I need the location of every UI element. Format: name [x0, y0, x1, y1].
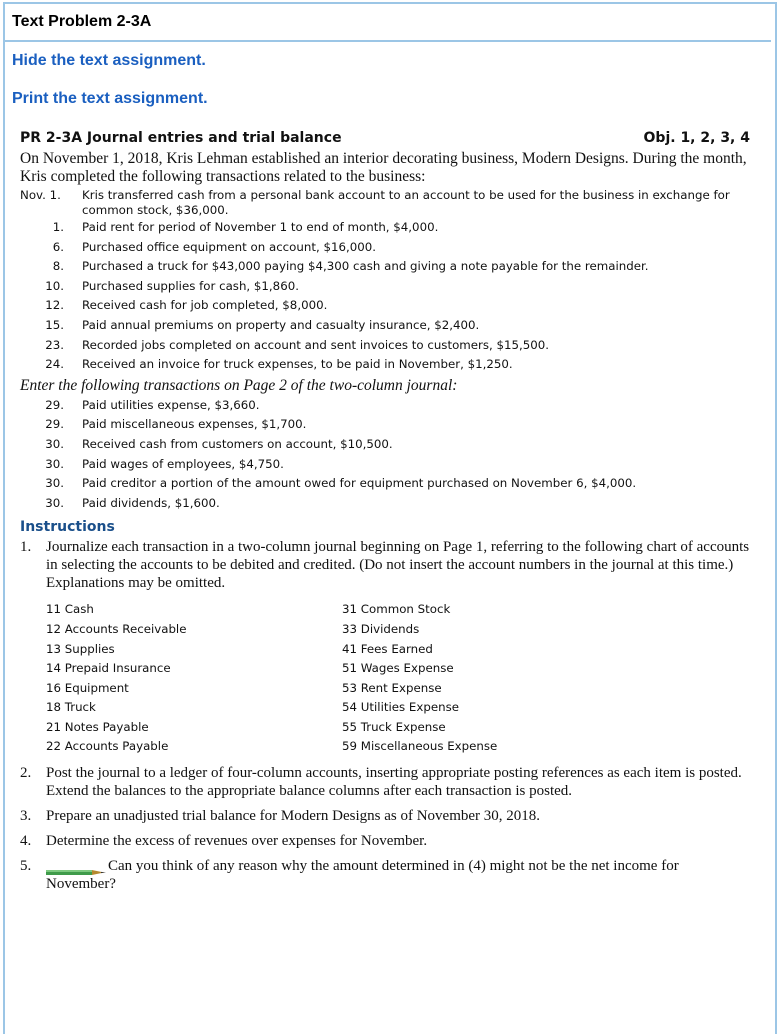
transaction-date: 23.	[45, 337, 64, 352]
transaction-date: 24.	[45, 357, 64, 372]
instruction-text: Prepare an unadjusted trial balance for Modern Designs as of November 30, 2018.	[46, 808, 541, 825]
page2-note: Enter the following transactions on Page 2 of the two-column journal:	[20, 376, 458, 394]
transaction-text: Paid miscellaneous expenses, $1,700.	[82, 417, 307, 432]
account-item: 51 Wages Expense	[342, 661, 454, 676]
transaction-row	[20, 218, 750, 238]
instruction-item	[20, 538, 750, 592]
instructions-heading: Instructions	[20, 519, 115, 536]
transaction-date: 12.	[45, 298, 64, 313]
title-bar	[5, 4, 771, 42]
account-item: 12 Accounts Receivable	[46, 621, 187, 636]
transaction-row	[20, 277, 750, 297]
instruction-text-wrap	[46, 857, 750, 893]
transaction-date: 8.	[52, 259, 64, 274]
problem-intro: On November 1, 2018, Kris Lehman established an interior decorating business, Modern Designs. During the month, Kris completed the following transactions related to the business:	[20, 150, 747, 185]
instruction-number: 3.	[20, 808, 32, 825]
account-item: 31 Common Stock	[342, 602, 451, 617]
hide-assignment-link[interactable]: Hide the text assignment.	[12, 52, 206, 69]
account-item: 41 Fees Earned	[342, 641, 433, 656]
instruction-text: Determine the excess of revenues over expenses for November.	[46, 833, 428, 850]
transaction-text: Paid creditor a portion of the amount owed for equipment purchased on November 6, $4,000.	[82, 476, 637, 491]
accounts-left-column	[46, 600, 186, 757]
instruction-text: Journalize each transaction in a two-column journal beginning on Page 1, referring to the following chart of accounts in selecting the accounts to be debited and credited. (Do not insert the account numbers in the journal at this time.) Explanations may be omitted.	[46, 539, 750, 592]
accounts-right-column	[342, 600, 497, 757]
problem-document	[20, 128, 750, 893]
transaction-text: Paid utilities expense, $3,660.	[82, 397, 260, 412]
transaction-date: 30.	[45, 495, 64, 510]
problem-header	[20, 128, 750, 150]
transaction-date: 29.	[45, 397, 64, 412]
transaction-date: 6.	[52, 239, 64, 254]
account-item: 55 Truck Expense	[342, 719, 446, 734]
account-item: 13 Supplies	[46, 641, 115, 656]
transaction-text: Paid dividends, $1,600.	[82, 495, 220, 510]
transaction-list-page2	[20, 396, 750, 514]
transaction-text: Paid annual premiums on property and casualty insurance, $2,400.	[82, 317, 480, 332]
instruction-item	[20, 807, 750, 825]
transaction-text: Purchased supplies for cash, $1,860.	[82, 278, 299, 293]
problem-heading: PR 2-3A Journal entries and trial balance	[20, 130, 342, 146]
account-item: 53 Rent Expense	[342, 680, 442, 695]
transaction-row	[20, 396, 750, 416]
chart-of-accounts	[46, 600, 750, 760]
transaction-row	[20, 296, 750, 316]
transaction-date: 10.	[45, 278, 64, 293]
transaction-row	[20, 435, 750, 455]
print-assignment-link[interactable]: Print the text assignment.	[12, 90, 208, 107]
transaction-row	[20, 474, 750, 494]
instruction-item	[20, 857, 750, 893]
transaction-text: Recorded jobs completed on account and sent invoices to customers, $15,500.	[82, 337, 550, 352]
transaction-date: Nov. 1.	[20, 188, 61, 202]
transaction-row	[20, 316, 750, 336]
account-item: 16 Equipment	[46, 680, 129, 695]
transaction-row	[20, 238, 750, 258]
account-item: 18 Truck	[46, 700, 96, 715]
transaction-list	[20, 186, 750, 375]
transaction-row	[20, 355, 750, 375]
transaction-row	[20, 494, 750, 514]
transaction-row	[20, 455, 750, 475]
transaction-text: Received an invoice for truck expenses, to be paid in November, $1,250.	[82, 357, 513, 372]
transaction-date: 29.	[45, 417, 64, 432]
account-item: 59 Miscellaneous Expense	[342, 739, 498, 754]
page-title: Text Problem 2-3A	[12, 13, 152, 30]
instruction-text: Can you think of any reason why the amount determined in (4) might not be the net income for November?	[46, 858, 679, 893]
account-item: 22 Accounts Payable	[46, 739, 169, 754]
transaction-date: 30.	[45, 456, 64, 471]
transaction-row	[20, 186, 750, 218]
instruction-number: 5.	[20, 858, 32, 875]
instruction-item	[20, 764, 750, 800]
transaction-text: Purchased office equipment on account, $16,000.	[82, 239, 376, 254]
transaction-text: Paid rent for period of November 1 to end of month, $4,000.	[82, 220, 439, 234]
account-item: 33 Dividends	[342, 621, 420, 636]
instruction-number: 1.	[20, 539, 32, 556]
instruction-number: 4.	[20, 833, 32, 850]
transaction-text: Kris transferred cash from a personal bank account to an account to be used for the business in exchange for common stock, $36,000.	[82, 188, 730, 217]
transaction-row	[20, 336, 750, 356]
instruction-number: 2.	[20, 765, 32, 782]
transaction-date: 15.	[45, 317, 64, 332]
problem-objectives: Obj. 1, 2, 3, 4	[643, 130, 750, 146]
transaction-date: 30.	[45, 476, 64, 491]
instruction-text: Post the journal to a ledger of four-column accounts, inserting appropriate posting references as each item is posted. Extend the balances to the appropriate balance columns after each transaction is posted.	[46, 765, 742, 800]
transaction-text: Received cash from customers on account, $10,500.	[82, 436, 393, 451]
transaction-text: Received cash for job completed, $8,000.	[82, 298, 328, 313]
transaction-date: 1.	[52, 220, 64, 234]
account-item: 54 Utilities Expense	[342, 700, 459, 715]
transaction-text: Paid wages of employees, $4,750.	[82, 456, 284, 471]
account-item: 21 Notes Payable	[46, 719, 149, 734]
instruction-item	[20, 832, 750, 850]
pencil-icon	[46, 863, 106, 870]
transaction-date: 30.	[45, 436, 64, 451]
account-item: 11 Cash	[46, 602, 94, 617]
account-item: 14 Prepaid Insurance	[46, 661, 171, 676]
transaction-row	[20, 415, 750, 435]
transaction-text: Purchased a truck for $43,000 paying $4,300 cash and giving a note payable for the remainder.	[82, 259, 649, 274]
transaction-row	[20, 257, 750, 277]
